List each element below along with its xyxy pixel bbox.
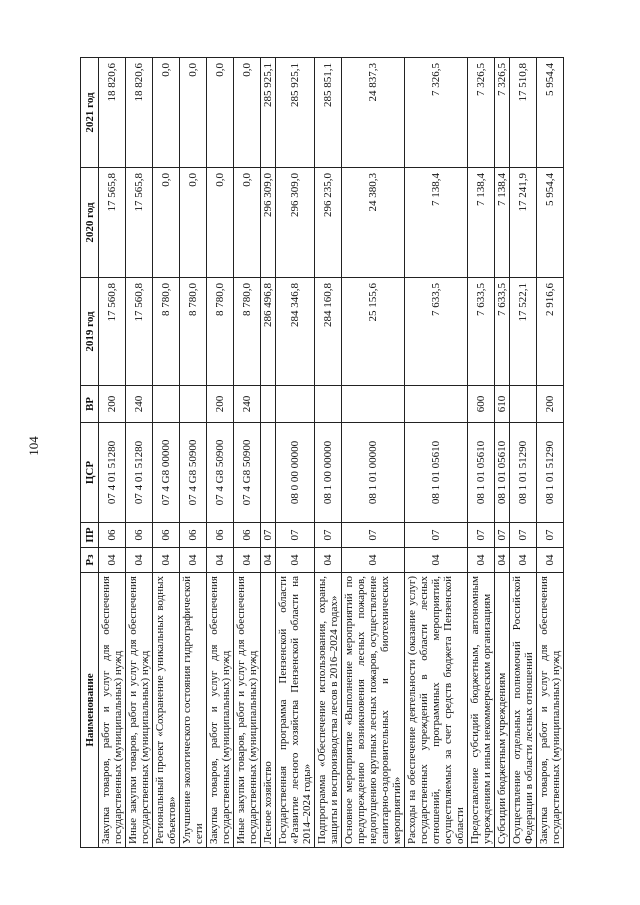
cell-csr: 08 1 01 05610 <box>495 423 510 523</box>
header-2019: 2019 год <box>81 278 99 386</box>
cell-2021: 285 925,1 <box>261 58 276 168</box>
cell-name: Иные закупки товаров, работ и услуг для обеспечения государственных (муниципальных) нужд <box>234 573 261 848</box>
cell-2020: 7 138,4 <box>405 168 468 278</box>
cell-pr: 06 <box>153 523 180 548</box>
table-row <box>276 58 315 848</box>
cell-2021: 285 925,1 <box>276 58 315 168</box>
cell-2019: 17 560,8 <box>99 278 126 386</box>
table-row <box>99 58 126 848</box>
cell-2019: 2 916,6 <box>537 278 564 386</box>
cell-2021: 285 851,1 <box>315 58 342 168</box>
cell-csr: 07 4 G8 50900 <box>207 423 234 523</box>
cell-2020: 24 380,3 <box>342 168 405 278</box>
cell-name: Закупка товаров, работ и услуг для обеспечения государственных (муниципальных) нужд <box>537 573 564 848</box>
cell-rz: 04 <box>468 548 495 573</box>
cell-vr: 600 <box>468 386 495 423</box>
cell-rz: 04 <box>180 548 207 573</box>
cell-csr: 08 0 00 00000 <box>276 423 315 523</box>
cell-2020: 0,0 <box>153 168 180 278</box>
table-row <box>495 58 510 848</box>
cell-2021: 7 326,5 <box>405 58 468 168</box>
cell-pr: 06 <box>207 523 234 548</box>
cell-2019: 286 496,8 <box>261 278 276 386</box>
cell-name: Лесное хозяйство <box>261 573 276 848</box>
cell-name: Осуществление отдельных полномочий Российской Федерации в области лесных отношений <box>510 573 537 848</box>
cell-csr <box>261 423 276 523</box>
cell-2020: 7 138,4 <box>495 168 510 278</box>
cell-csr: 07 4 G8 50900 <box>234 423 261 523</box>
cell-2019: 17 522,1 <box>510 278 537 386</box>
cell-name: Закупка товаров, работ и услуг для обеспечения государственных (муниципальных) нужд <box>99 573 126 848</box>
header-rz: Рз <box>81 548 99 573</box>
header-name: Наименование <box>81 573 99 848</box>
cell-rz: 04 <box>537 548 564 573</box>
cell-vr: 200 <box>99 386 126 423</box>
table-row <box>180 58 207 848</box>
table-row <box>207 58 234 848</box>
cell-rz: 04 <box>342 548 405 573</box>
cell-pr: 07 <box>342 523 405 548</box>
table-row <box>405 58 468 848</box>
cell-name: Подпрограмма «Обеспечение использования, охраны, защиты и воспроизводства лесов в 2016–2024 годах» <box>315 573 342 848</box>
cell-2019: 284 346,8 <box>276 278 315 386</box>
cell-2021: 0,0 <box>180 58 207 168</box>
cell-csr: 08 1 00 00000 <box>315 423 342 523</box>
table-row <box>537 58 564 848</box>
cell-2021: 0,0 <box>207 58 234 168</box>
cell-csr: 08 1 01 05610 <box>468 423 495 523</box>
cell-csr: 07 4 G8 00000 <box>153 423 180 523</box>
cell-pr: 06 <box>99 523 126 548</box>
cell-vr <box>276 386 315 423</box>
cell-vr: 240 <box>234 386 261 423</box>
cell-name: Субсидии бюджетным учреждениям <box>495 573 510 848</box>
cell-2019: 7 633,5 <box>495 278 510 386</box>
cell-csr: 07 4 01 51280 <box>99 423 126 523</box>
cell-2020: 17 565,8 <box>99 168 126 278</box>
cell-2021: 24 837,3 <box>342 58 405 168</box>
cell-name: Расходы на обеспечение деятельности (оказание услуг) государственных учреждений в области лесных отношений, программных мероприятий, осуществляемых за счет средств бюджета Пензенской области <box>405 573 468 848</box>
budget-table <box>80 57 564 848</box>
cell-pr: 07 <box>315 523 342 548</box>
cell-2020: 296 309,0 <box>261 168 276 278</box>
cell-rz: 04 <box>261 548 276 573</box>
cell-csr: 08 1 01 05610 <box>405 423 468 523</box>
table-row <box>468 58 495 848</box>
header-vr: ВР <box>81 386 99 423</box>
cell-vr <box>510 386 537 423</box>
cell-2019: 284 160,8 <box>315 278 342 386</box>
cell-rz: 04 <box>495 548 510 573</box>
cell-csr: 08 1 01 51290 <box>510 423 537 523</box>
cell-2021: 7 326,5 <box>495 58 510 168</box>
cell-rz: 04 <box>234 548 261 573</box>
header-2020: 2020 год <box>81 168 99 278</box>
cell-rz: 04 <box>276 548 315 573</box>
cell-2020: 17 565,8 <box>126 168 153 278</box>
cell-2021: 5 954,4 <box>537 58 564 168</box>
cell-2020: 296 309,0 <box>276 168 315 278</box>
cell-vr <box>405 386 468 423</box>
cell-csr: 08 1 01 00000 <box>342 423 405 523</box>
cell-csr: 07 4 01 51280 <box>126 423 153 523</box>
table-row <box>510 58 537 848</box>
cell-name: Основное мероприятие «Выполнение мероприятий по предупреждению возникновения лесных пожаров, недопущению крупных лесных пожаров, осуществление санитарно-оздоровительных и биотехнических мероприятий» <box>342 573 405 848</box>
cell-pr: 07 <box>276 523 315 548</box>
cell-pr: 06 <box>234 523 261 548</box>
table-row <box>342 58 405 848</box>
header-pr: ПР <box>81 523 99 548</box>
cell-pr: 07 <box>495 523 510 548</box>
cell-2021: 18 820,6 <box>99 58 126 168</box>
cell-name: Закупка товаров, работ и услуг для обеспечения государственных (муниципальных) нужд <box>207 573 234 848</box>
cell-name: Региональный проект «Сохранение уникальных водных объектов» <box>153 573 180 848</box>
cell-rz: 04 <box>510 548 537 573</box>
cell-name: Государственная программа Пензенской области «Развитие лесного хозяйства Пензенской области на 2014–2024 годы» <box>276 573 315 848</box>
table-row <box>126 58 153 848</box>
table-body <box>99 58 564 848</box>
cell-2019: 17 560,8 <box>126 278 153 386</box>
cell-vr <box>342 386 405 423</box>
cell-vr <box>315 386 342 423</box>
cell-2019: 25 155,6 <box>342 278 405 386</box>
rotated-page-content <box>80 58 565 848</box>
cell-2020: 7 138,4 <box>468 168 495 278</box>
cell-vr <box>180 386 207 423</box>
cell-rz: 04 <box>153 548 180 573</box>
cell-name: Предоставление субсидий бюджетным, автономным учреждениям и иным некоммерческим организациям <box>468 573 495 848</box>
page-number: 104 <box>26 436 41 456</box>
table-row <box>315 58 342 848</box>
cell-2019: 8 780,0 <box>234 278 261 386</box>
cell-2021: 7 326,5 <box>468 58 495 168</box>
table-row <box>261 58 276 848</box>
cell-csr: 07 4 G8 50900 <box>180 423 207 523</box>
cell-vr: 200 <box>207 386 234 423</box>
cell-2020: 17 241,9 <box>510 168 537 278</box>
cell-vr: 200 <box>537 386 564 423</box>
cell-vr <box>261 386 276 423</box>
cell-name: Улучшение экологического состояния гидрографической сети <box>180 573 207 848</box>
cell-rz: 04 <box>405 548 468 573</box>
cell-2020: 5 954,4 <box>537 168 564 278</box>
cell-2021: 18 820,6 <box>126 58 153 168</box>
cell-vr: 610 <box>495 386 510 423</box>
cell-vr <box>153 386 180 423</box>
cell-rz: 04 <box>207 548 234 573</box>
cell-2019: 8 780,0 <box>180 278 207 386</box>
table-row <box>234 58 261 848</box>
cell-2020: 0,0 <box>234 168 261 278</box>
cell-2020: 0,0 <box>180 168 207 278</box>
cell-2019: 7 633,5 <box>405 278 468 386</box>
cell-pr: 07 <box>261 523 276 548</box>
cell-2020: 296 235,0 <box>315 168 342 278</box>
cell-name: Иные закупки товаров, работ и услуг для обеспечения государственных (муниципальных) нужд <box>126 573 153 848</box>
cell-2021: 0,0 <box>234 58 261 168</box>
cell-2020: 0,0 <box>207 168 234 278</box>
cell-rz: 04 <box>126 548 153 573</box>
header-2021: 2021 год <box>81 58 99 168</box>
cell-2019: 8 780,0 <box>207 278 234 386</box>
cell-2021: 17 510,8 <box>510 58 537 168</box>
cell-csr: 08 1 01 51290 <box>537 423 564 523</box>
cell-rz: 04 <box>315 548 342 573</box>
cell-2019: 8 780,0 <box>153 278 180 386</box>
cell-pr: 06 <box>180 523 207 548</box>
cell-2021: 0,0 <box>153 58 180 168</box>
cell-rz: 04 <box>99 548 126 573</box>
cell-pr: 07 <box>510 523 537 548</box>
table-header <box>81 58 99 848</box>
cell-pr: 07 <box>405 523 468 548</box>
header-csr: ЦСР <box>81 423 99 523</box>
cell-pr: 07 <box>468 523 495 548</box>
cell-2019: 7 633,5 <box>468 278 495 386</box>
cell-pr: 06 <box>126 523 153 548</box>
cell-pr: 07 <box>537 523 564 548</box>
table-row <box>153 58 180 848</box>
cell-vr: 240 <box>126 386 153 423</box>
